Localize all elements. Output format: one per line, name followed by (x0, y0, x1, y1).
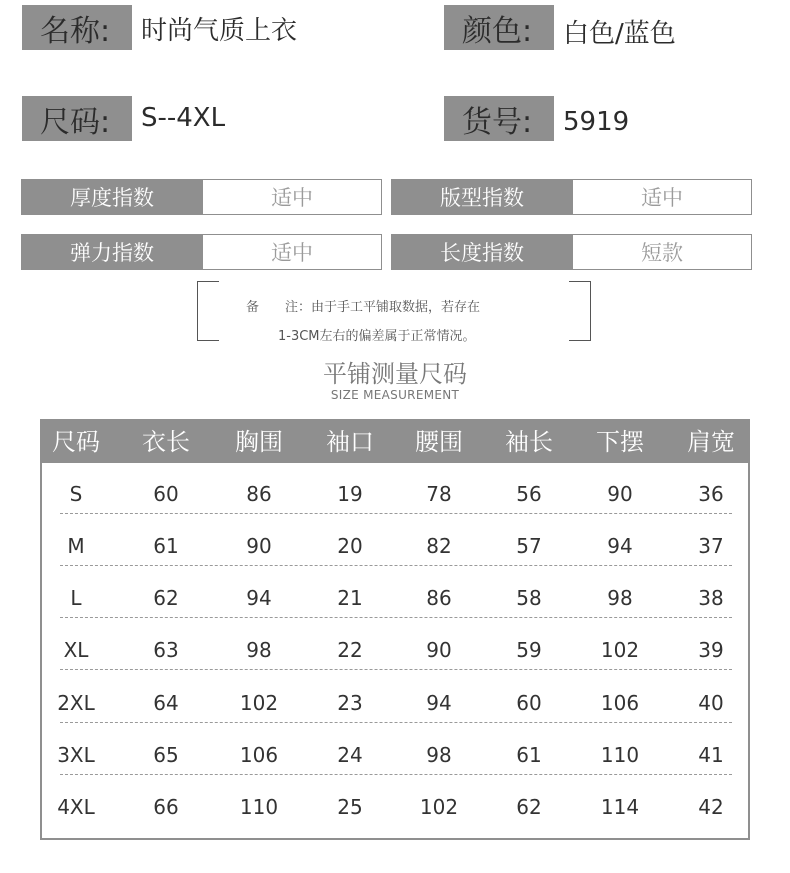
table-cell: 65 (153, 743, 179, 767)
table-header-cell: 肩宽 (687, 428, 735, 456)
table-cell: 82 (426, 534, 452, 558)
measurement-title: 平铺测量尺码 (323, 360, 467, 388)
table-cell: 64 (153, 691, 179, 715)
table-cell: 98 (607, 586, 633, 610)
table-cell: 86 (246, 482, 272, 506)
table-cell: M (67, 534, 85, 558)
table-cell: 56 (516, 482, 542, 506)
elasticity-index-label: 弹力指数 (21, 234, 203, 270)
note-line-1: 备 注：由于手工平铺取数据，若存在 (246, 300, 481, 315)
table-cell: 98 (246, 638, 272, 662)
table-cell: 94 (607, 534, 633, 558)
table-cell: 41 (698, 743, 724, 767)
table-header-cell: 胸围 (235, 428, 283, 456)
note-bracket-left (197, 281, 219, 341)
elasticity-index-value: 适中 (202, 234, 382, 270)
table-header-cell: 袖口 (326, 428, 374, 456)
table-cell: 20 (337, 534, 363, 558)
table-cell: 37 (698, 534, 724, 558)
table-cell: 39 (698, 638, 724, 662)
table-header-cell: 衣长 (142, 428, 190, 456)
table-cell: 114 (600, 795, 640, 819)
length-index-value: 短款 (572, 234, 752, 270)
note-line-2: 1-3CM左右的偏差属于正常情况。 (278, 329, 476, 344)
table-cell: 24 (337, 743, 363, 767)
table-cell: 61 (153, 534, 179, 558)
table-cell: 94 (246, 586, 272, 610)
table-row (42, 781, 748, 833)
table-cell: 38 (698, 586, 724, 610)
table-cell: S (69, 482, 83, 506)
table-cell: 22 (337, 638, 363, 662)
table-cell: 66 (153, 795, 179, 819)
table-cell: 60 (153, 482, 179, 506)
table-header-cell: 尺码 (52, 428, 100, 456)
thickness-index-label: 厚度指数 (21, 179, 203, 215)
size-table (40, 419, 750, 840)
table-cell: 3XL (57, 743, 95, 767)
table-cell: 110 (239, 795, 279, 819)
table-cell: 4XL (57, 795, 95, 819)
table-cell: 90 (426, 638, 452, 662)
row-divider (60, 513, 732, 514)
table-cell: 62 (516, 795, 542, 819)
row-divider (60, 722, 732, 723)
table-cell: 19 (337, 482, 363, 506)
table-cell: 90 (246, 534, 272, 558)
table-cell: 57 (516, 534, 542, 558)
table-cell: 98 (426, 743, 452, 767)
table-cell: 61 (516, 743, 542, 767)
table-cell: 58 (516, 586, 542, 610)
table-cell: 21 (337, 586, 363, 610)
table-cell: 106 (600, 691, 640, 715)
table-cell: 102 (600, 638, 640, 662)
table-cell: 23 (337, 691, 363, 715)
measurement-subtitle: SIZE MEASUREMENT (330, 388, 460, 402)
length-index-label: 长度指数 (391, 234, 573, 270)
table-cell: 90 (607, 482, 633, 506)
table-cell: 78 (426, 482, 452, 506)
table-cell: 42 (698, 795, 724, 819)
table-cell: 2XL (57, 691, 95, 715)
item-number-value: 5919 (563, 107, 630, 137)
table-cell: 94 (426, 691, 452, 715)
table-cell: 102 (239, 691, 279, 715)
row-divider (60, 565, 732, 566)
table-cell: XL (63, 638, 89, 662)
name-label: 名称: (22, 5, 132, 50)
table-cell: 102 (419, 795, 459, 819)
table-cell: 106 (239, 743, 279, 767)
table-cell: 62 (153, 586, 179, 610)
note-bracket-right (569, 281, 591, 341)
table-cell: 110 (600, 743, 640, 767)
table-cell: 86 (426, 586, 452, 610)
fit-index-value: 适中 (572, 179, 752, 215)
table-cell: 36 (698, 482, 724, 506)
table-cell: 59 (516, 638, 542, 662)
row-divider (60, 669, 732, 670)
table-cell: 63 (153, 638, 179, 662)
table-cell: L (70, 586, 82, 610)
table-header (42, 421, 748, 463)
table-cell: 60 (516, 691, 542, 715)
table-cell: 25 (337, 795, 363, 819)
table-header-cell: 袖长 (505, 428, 553, 456)
table-header-cell: 腰围 (415, 428, 463, 456)
table-header-cell: 下摆 (596, 428, 644, 456)
row-divider (60, 774, 732, 775)
size-value: S--4XL (141, 103, 226, 133)
name-value: 时尚气质上衣 (141, 16, 298, 46)
color-value: 白色/蓝色 (563, 19, 676, 49)
table-cell: 40 (698, 691, 724, 715)
thickness-index-value: 适中 (202, 179, 382, 215)
row-divider (60, 617, 732, 618)
size-label: 尺码: (22, 96, 132, 141)
fit-index-label: 版型指数 (391, 179, 573, 215)
color-label: 颜色: (444, 5, 554, 50)
item-number-label: 货号: (444, 96, 554, 141)
